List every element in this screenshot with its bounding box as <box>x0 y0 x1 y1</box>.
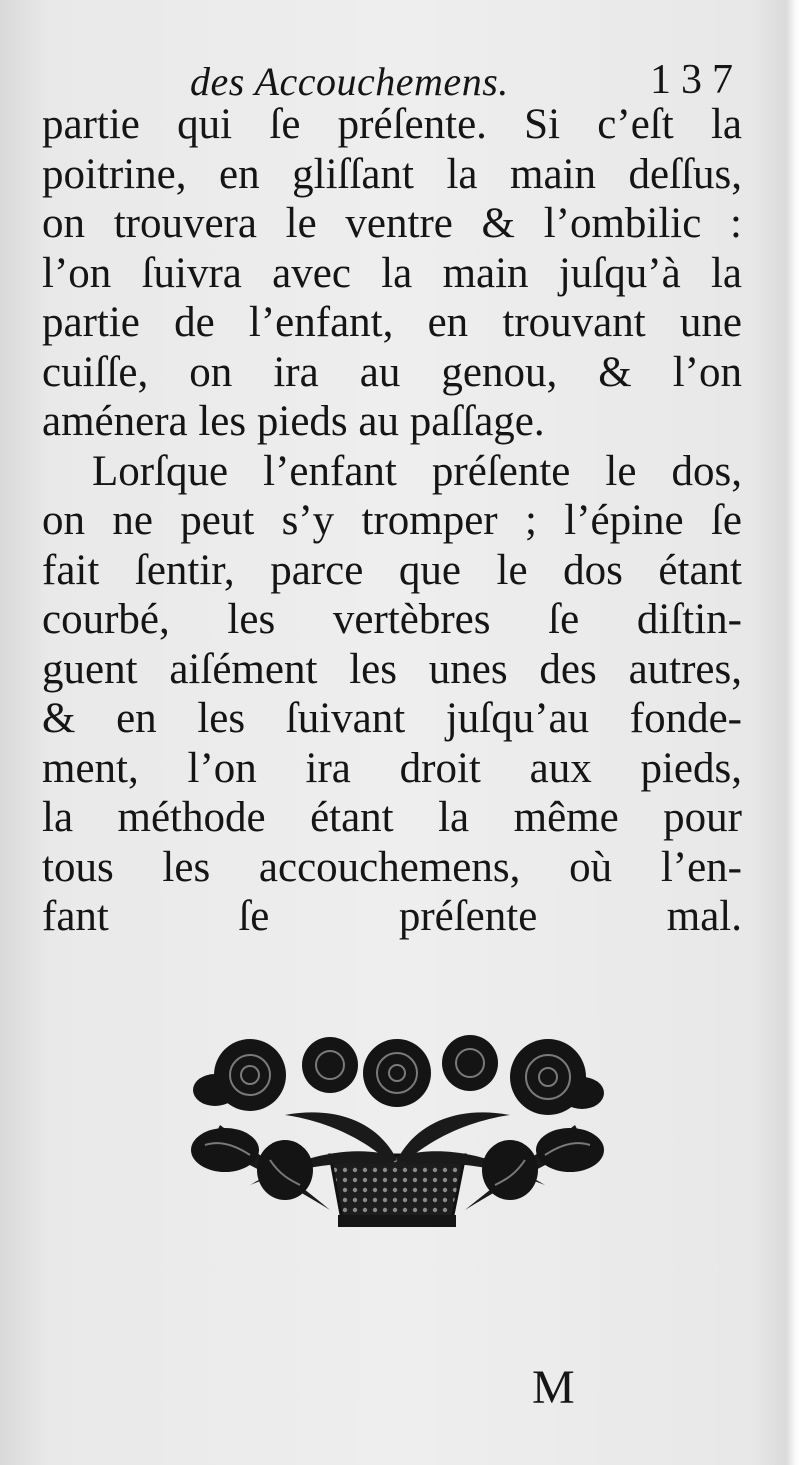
text-line: guent aiſément les unes des autres, <box>42 645 742 693</box>
text-line: on trouvera le ventre & l’ombilic : <box>42 200 742 247</box>
text-line: courbé, les vertèbres ſe diſtin- <box>42 596 742 643</box>
body-text <box>42 100 742 942</box>
text-line: poitrine, en gliſſant la main deſſus, <box>42 150 742 198</box>
text-line: tous les accouchemens, où l’en- <box>42 843 742 891</box>
page-edge <box>786 0 800 1465</box>
signature-mark: M <box>532 1361 575 1414</box>
text-line: l’on ſuivra avec la main juſqu’à la <box>42 249 742 297</box>
text-line: partie qui ſe préſente. Si c’eſt la <box>42 101 742 148</box>
page-number: 137 <box>650 57 743 103</box>
text-line: & en les ſuivant juſqu’au fonde- <box>42 695 742 742</box>
text-line: fait ſentir, parce que le dos étant <box>42 546 742 594</box>
text-line: Lorſque l’enfant préſente le dos, <box>92 447 742 495</box>
running-head: des Accouchemens. <box>190 59 509 104</box>
text-line: cuiſſe, on ira au genou, & l’on <box>42 348 742 396</box>
text-line: partie de l’enfant, en trouvant une <box>42 299 742 346</box>
text-line: fant ſe préſente mal. <box>42 893 742 940</box>
flower-basket-icon <box>190 1035 605 1230</box>
text-line: on ne peut s’y tromper ; l’épine ſe <box>42 497 742 544</box>
text-line: ment, l’on ira droit aux pieds, <box>42 744 742 792</box>
text-line: la méthode étant la même pour <box>42 794 742 841</box>
text-line: aménera les pieds au paſſage. <box>42 398 545 445</box>
